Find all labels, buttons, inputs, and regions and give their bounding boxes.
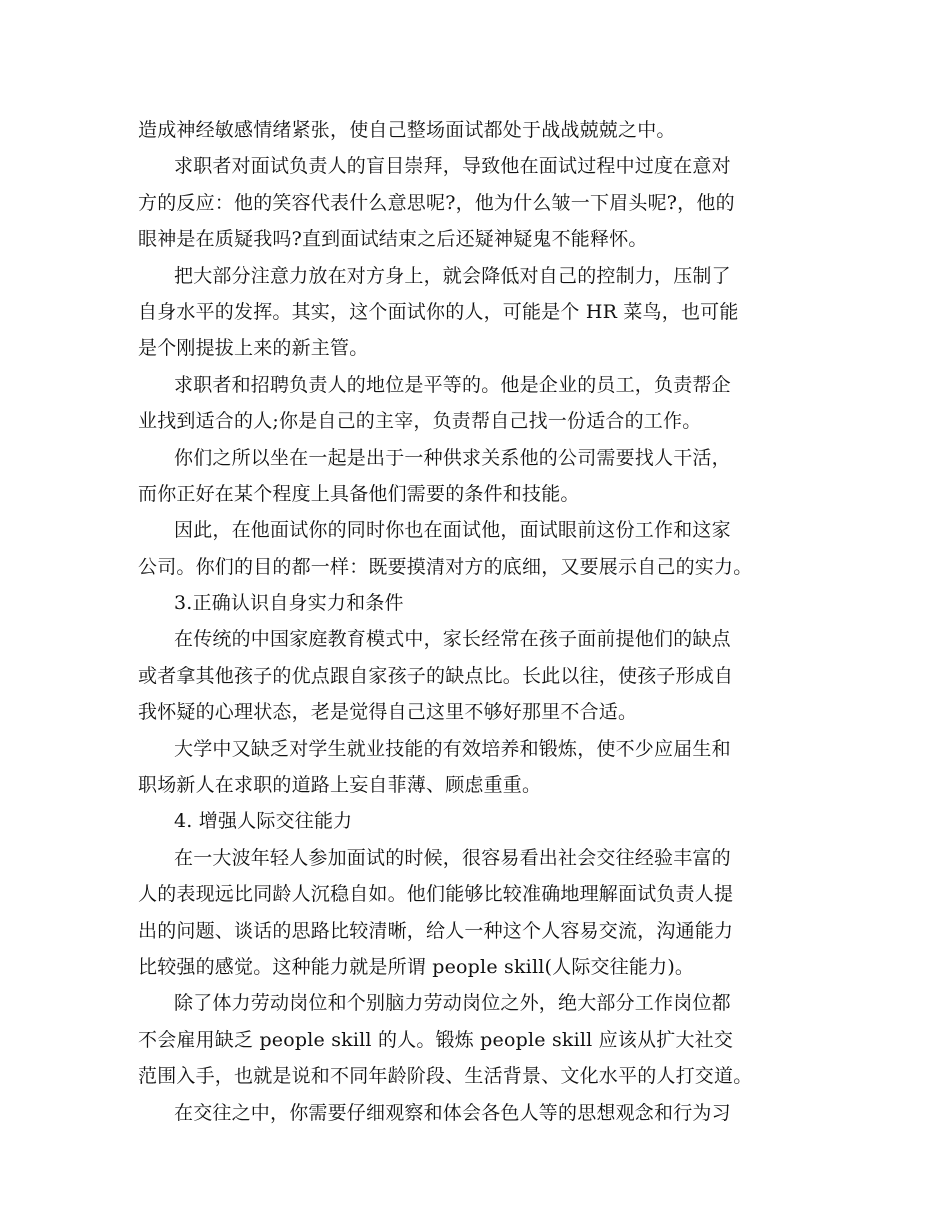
text-line: 在交往之中，你需要仔细观察和体会各色人等的思想观念和行为习 <box>174 1101 731 1124</box>
text-line: 除了体力劳动岗位和个别脑力劳动岗位之外，绝大部分工作岗位都 <box>174 992 731 1015</box>
text-line: 是个刚提拔上来的新主管。 <box>138 337 369 360</box>
text-line: 范围入手，也就是说和不同年龄阶段、生活背景、文化水平的人打交道。 <box>138 1065 753 1088</box>
text-line: 出的问题、谈话的思路比较清晰，给人一种这个人容易交流，沟通能力 <box>138 919 734 942</box>
text-line: 在传统的中国家庭教育模式中，家长经常在孩子面前提他们的缺点 <box>174 628 731 651</box>
text-line: 不会雇用缺乏 people skill 的人。锻炼 people skill 应该从扩大社交 <box>138 1028 734 1051</box>
text-line: 方的反应：他的笑容代表什么意思呢?，他为什么皱一下眉头呢?，他的 <box>138 191 735 214</box>
text-line: 求职者和招聘负责人的地位是平等的。他是企业的员工，负责帮企 <box>174 373 731 396</box>
text-line: 因此，在他面试你的同时你也在面试他，面试眼前这份工作和这家 <box>174 519 731 542</box>
text-line: 公司。你们的目的都一样：既要摸清对方的底细，又要展示自己的实力。 <box>138 555 753 578</box>
text-line: 4. 增强人际交往能力 <box>174 810 353 833</box>
text-line: 业找到适合的人;你是自己的主宰，负责帮自己找一份适合的工作。 <box>138 410 702 433</box>
text-line: 求职者对面试负责人的盲目崇拜，导致他在面试过程中过度在意对 <box>174 155 731 178</box>
document-body <box>138 112 838 1131</box>
text-line: 人的表现远比同龄人沉稳自如。他们能够比较准确地理解面试负责人提 <box>138 883 734 906</box>
text-line: 眼神是在质疑我吗?直到面试结束之后还疑神疑鬼不能释怀。 <box>138 228 648 251</box>
text-line: 比较强的感觉。这种能力就是所谓 people skill(人际交往能力)。 <box>138 955 695 978</box>
text-line: 或者拿其他孩子的优点跟自家孩子的缺点比。长此以往，使孩子形成自 <box>138 664 734 687</box>
text-line: 造成神经敏感情绪紧张，使自己整场面试都处于战战兢兢之中。 <box>138 119 676 141</box>
text-line: 职场新人在求职的道路上妄自菲薄、顾虑重重。 <box>138 774 542 797</box>
text-line: 你们之所以坐在一起是出于一种供求关系他的公司需要找人干活， <box>174 446 731 469</box>
text-line: 自身水平的发挥。其实，这个面试你的人，可能是个 HR 菜鸟，也可能 <box>138 300 739 323</box>
text-line: 3.正确认识自身实力和条件 <box>174 592 404 615</box>
text-line: 大学中又缺乏对学生就业技能的有效培养和锻炼，使不少应届生和 <box>174 737 731 760</box>
text-line: 而你正好在某个程度上具备他们需要的条件和技能。 <box>138 482 580 505</box>
text-line: 我怀疑的心理状态，老是觉得自己这里不够好那里不合适。 <box>138 701 638 724</box>
text-line: 在一大波年轻人参加面试的时候，很容易看出社会交往经验丰富的 <box>174 846 731 869</box>
text-line: 把大部分注意力放在对方身上，就会降低对自己的控制力，压制了 <box>174 264 731 287</box>
